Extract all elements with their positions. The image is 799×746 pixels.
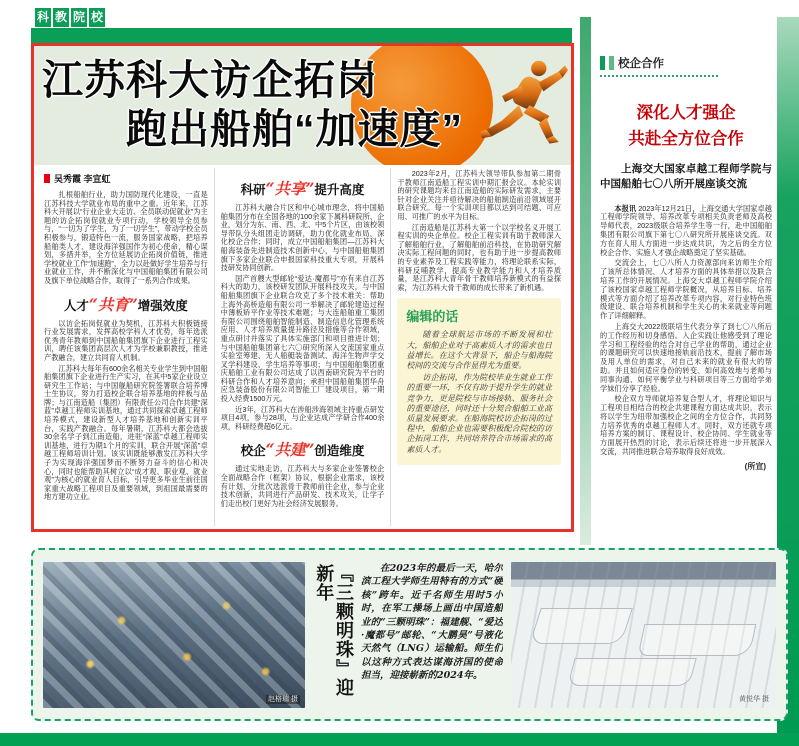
logo-char: 院 xyxy=(71,8,87,27)
byline-authors: 吴秀霞 李宣虹 xyxy=(54,174,111,184)
subheading-talent: 人才“共育”增强效度 xyxy=(63,294,188,314)
section-header-label: 校企合作 xyxy=(618,58,664,70)
headline-line-2: 跑出船舶“加速度” xyxy=(126,106,463,152)
snow-drawing-shape xyxy=(567,658,697,686)
right-article-body xyxy=(600,205,772,472)
photo-credit: 黄悦华 摄 xyxy=(739,696,769,703)
headline-banner xyxy=(34,46,571,165)
article-paragraph: 校企双方导师就培养复合型人才，将理论知识与工程项目相结合的校企共建课程方面达成共识，表示将以学生为纽带加强校企之间的全方位合作，共同努力培养优秀的卓越工程师人才。同时，双方还就专项培养方案的制订、课程设计、校企协同、学生就业等方面展开热烈的讨论，表示后续还将进一步开展深入交流，共同推进联合培养取得良好成效。 xyxy=(600,394,772,457)
main-article-box xyxy=(31,43,574,532)
logo-char: 教 xyxy=(53,8,69,27)
logo-char: 校 xyxy=(89,8,105,27)
dateline-label: 本报讯 xyxy=(614,203,637,213)
right-article-subtitle: 上海交大国家卓越工程师学院与中国船舶七〇八所开展座谈交流 xyxy=(600,163,772,191)
photo-credit: 赵格瑞 摄 xyxy=(268,696,298,703)
subheading-cooperation: 校企“共建”创造维度 xyxy=(240,440,365,460)
snow-drawing-shape xyxy=(638,624,757,656)
article-columns xyxy=(34,165,571,529)
article-paragraph: 上海交大2022级联培生代表分享了到七〇八所后的工作经历和切身感悟。入企实践让他感受到了理论学习和工程经验的结合对自己学业的帮助，通过企业的课题研究可以快速地接轨前沿技术，提前了解市场及用人单位的需求，对自己未来的就业有很大的帮助。并且如何适应身份的转变、如何高效地与老师与同事沟通、如何平衡学业与科研项目等三方面给学弟学妹们分享了经验。 xyxy=(600,321,772,393)
article-paragraph: 扎根船舶行业，助力国防现代化建设，一直是江苏科技大学就业布局的重中之重。近年来，江苏科大开展以“行业企业大走访、全员联动促就业”为主题的访企拓岗促就业专项行动，学校领导全员参与，“一切为了学生，为了一切学生”，带动学校全员积极参与，锻造特色一流，服务国家战略，把培养船舶类人才、建设海洋强国作为初心使命，精心谋划，多措并举，全方位延展访企拓岗价值链，推进学校就业工作“加速跑”，全力以赴做好学生培养与行业就业工作，并不断深化与中国船舶集团有限公司及旗下单位战略合作，取得了一系列合作成果。 xyxy=(44,190,208,285)
section-logo xyxy=(35,8,105,27)
photo-campus-night xyxy=(43,562,305,708)
photo-feature-box xyxy=(31,548,788,721)
photo-feature-title: 『三颗明珠』迎新年 xyxy=(314,564,354,697)
section-marker-icon xyxy=(609,56,614,70)
editor-note-paragraph: 访企拓岗，作为院校毕业生就业工作的重要一环，不仅有助于提升学生的就业竞争力，更是院校与市场接轨、服务社会的重要途径，同时还十分契合船舶工业高质量发展要求。在船海院校访企拓岗的过程中，船舶企业也需要积极配合院校的访企拓岗工作，共同培养符合市场需求的高素质人才。 xyxy=(406,373,553,454)
article-column-1 xyxy=(38,168,214,526)
article-paragraph: 以访企拓岗促就业为契机，江苏科大积极链接行业发展需求，发挥高校学科人才优势，每年选派优秀青年教师到中国船舶集团旗下企业进行工程实训，聘任该集团高层次人才为学校兼职教授，推进产教融合，建立共同育人机制。 xyxy=(44,318,208,362)
article-paragraph: 江苏科大每年有600余名相关专业学生到中国船舶集团旗下企业进行生产实习，在其中5家企业设立研究生工作站；与中国舰船研究院签署联合培养博士生协议，努力打造校企联合培养基地的样板与品牌；与江南造船（集团）有限责任公司合作共建“深蓝”卓越工程师实训基地，通过共同探索卓越工程师培养模式，建设新型人才培养基地和创新实训平台，实践产教融合。每年暑期，江苏科大都会选拔30余名学子到江南造船，进驻“深蓝”卓越工程师实训基地，进行为期1个月的实训，联合开展“深蓝”卓越工程师培训计划。该实训既能够激发江苏科大学子为实现海洋强国梦而不断努力奋斗的信心和决心，同时也能帮助其树立以“成才观、职业观、就业观”为核心的就业育人目标，引导更多毕业生前往国家重大战略工程项目及重要领域，到祖国最需要的地方建功立业。 xyxy=(44,363,208,502)
dotted-rule xyxy=(600,75,718,77)
right-article-title: 深化人才强企 共赴全方位合作 xyxy=(628,104,744,148)
vertical-divider xyxy=(580,17,591,545)
article-paragraph: 江南造船是江苏科大第一个以学校名义开展工程实训的央企单位。校企工程实训有助于教师深入了解船舶行业，了解船舶前沿科技，在协助研究解决实际工程问题的同时，也有助于进一步提高教师的专业素养及工程实践等能力，将理论联系实际，科研反哺教学，提高专业教学能力和人才培养质量，是江苏科大青年骨干教师培养新模式的有益探索，为江苏科大骨干教师的成长带来了新机遇。 xyxy=(397,222,562,292)
snow-drawing-shape xyxy=(529,608,633,644)
article-paragraph: 近3年，江苏科大在涉船涉海领域主持重点研发项目4项，参与28项，与企业达成产学研合作400余项，科研经费超6亿元。 xyxy=(220,404,385,431)
section-marker-icon xyxy=(600,56,605,70)
runner-silhouette-icon xyxy=(479,48,571,164)
editor-note-box xyxy=(397,298,561,464)
article-paragraph: 江苏科大融合片区和中心城市理念，将中国船舶集团分布在全国各地的100余家下属科研院所、企业，划分为东、南、西、北、中5个片区，由该校领导带队分头组团走访调研，助力优化就业布局，深化校企合作；同时，成立中国船舶集团—江苏科大船海装备先进制造技术创新中心，与中国船舶集团旗下多家企业联合申报国家科技重大专项，开展科技研发协同创新。 xyxy=(220,203,385,273)
article-paragraph: 通过实地走访，江苏科大与多家企业签署校企全面战略合作（框架）协议，根据企业需求，该校有计划、分批次选派骨干教师前往企业，参与企业技术创新，共同进行产品研发、技术攻关，让学子们走出校门更好为社会经济发展服务。 xyxy=(220,464,385,508)
subheading-research: 科研“共享”提升高度 xyxy=(240,179,365,198)
article-column-2 xyxy=(214,168,391,526)
logo-char: 科 xyxy=(35,8,51,27)
masthead-green-bar xyxy=(31,28,572,43)
headline-line-1: 江苏科大访企拓岗 xyxy=(42,57,378,103)
article-paragraph: 国产首艘大型邮轮“爱达·魔都号”亦有来自江苏科大的助力，该校研发团队开展科技攻关，与中国船舶集团旗下企业联合攻克了多个技术难关：帮助上海外高桥造船有限公司一举解决了邮轮建造过程中薄板矫平作业等技术难题；与大连船舶重工集团有限公司围绕船舶智能制造、制造信息化管理系统应用、人才培养质量提升路径及措施等合作领域，重点研讨并落实了具体实施部门和项目推进计划；与中国船舶集团第七六〇研究所深入交流国家重点实验室筹建、无人船艇装备测试、海洋生物声学交叉学科建设、学生培养等事项；与中国船舶集团重庆船舶工业有限公司达成了以西南研究院为平台的科研合作和人才培养意向；承担中国船舶集团华舟应急装备股份有限公司智能工厂建设项目，第一期投入经费1500万元。 xyxy=(220,273,385,404)
article-column-3 xyxy=(390,168,567,526)
editor-note-paragraph: 随着全球航运市场的不断发展和壮大，船舶企业对于高素质人才的需求也日益增长。在这个大背景下，船企与船海院校间的交流与合作显得尤为重要。 xyxy=(406,330,553,370)
section-header xyxy=(600,55,772,71)
article-signature: (所宣) xyxy=(744,461,766,471)
bottom-green-bar xyxy=(0,733,799,746)
article-paragraph: 交流会上，七〇八所人力资源部向来访师生介绍了该所总体情况、人才培养方面的具体举措以及联合培养工作的开展情况。上海交大卓越工程师学院介绍了该校国家卓越工程师学院概况，从培养目标、培养模式等方面介绍了培养改革专项内容，对行业特色班级建设、联合培养机制和学生关心的未来就业等问题作了详细解释。 xyxy=(600,258,772,321)
editor-note-title: 编辑的话 xyxy=(406,309,459,325)
photo-snow-field xyxy=(511,562,776,708)
byline xyxy=(44,172,208,185)
byline-marker-icon xyxy=(44,174,50,183)
article-paragraph: 2023年2月，江苏科大领导带队参加第二期骨干教师江南造船工程实训中期汇报会议。本轮实训的研究课题均来自江南造船的实际研发需求，主要针对企业关注并亟待解决的船舶制造前沿领域展开联合研究。每一个实训项目都以达到可结题、可应用、可推广的水平为目标。 xyxy=(397,169,562,221)
photo-feature-caption: 在2023年的最后一天，哈尔滨工程大学师生用特有的方式“硬核”跨年。近千名师生用时5小时，在军工操场上画出中国造船业的“三颗明珠”：福建舰、“爱达·魔都号”邮轮、“大鹏昊”号液化天然气（LNG）运输船。师生们以这种方式表达谋海济国的使命担当，迎接崭新的2024年。 xyxy=(361,563,503,682)
right-column-article xyxy=(600,55,772,547)
article-paragraph: 本报讯 2023年12月21日，上海交通大学国家卓越工程师学院领导、培养改革专项相关负责老师及高校导师代表，2023级联合培养学生等一行，赴中国船舶集团有限公司旗下第七〇八研究所开展座谈交流。双方在育人用人方面进一步达成共识，为之后的全方位校企合作、实施人才强企战略奠定了坚实基础。 xyxy=(600,203,772,257)
